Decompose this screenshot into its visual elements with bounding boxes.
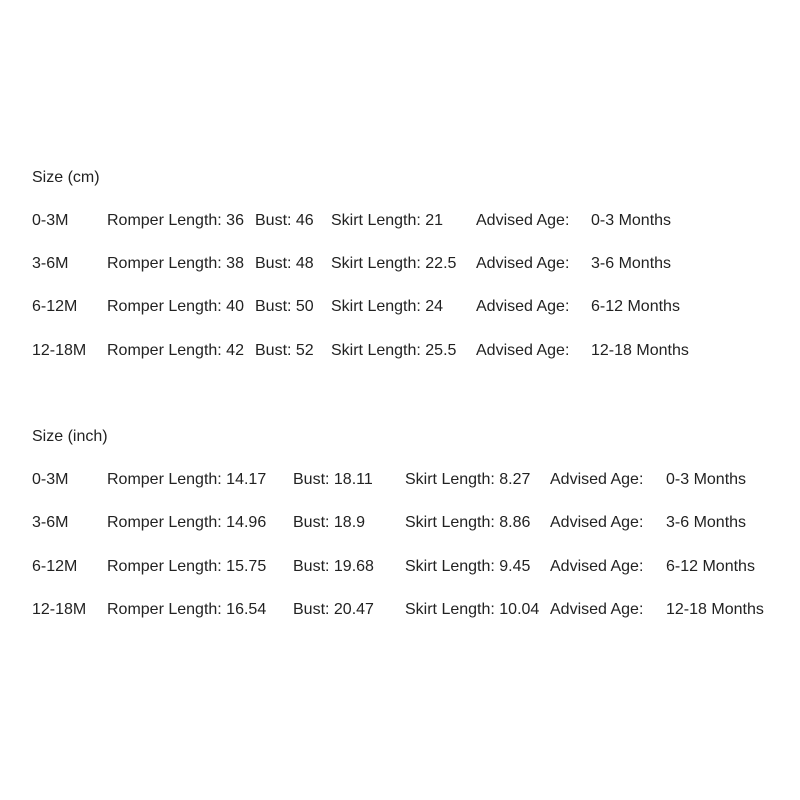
advised-age-label: Advised Age: xyxy=(476,342,570,359)
bust-cell: Bust: 18.11 xyxy=(293,471,373,488)
romper-length-cell: Romper Length: 36 xyxy=(107,212,244,229)
advised-age-label: Advised Age: xyxy=(476,212,570,229)
advised-age-value: 6-12 Months xyxy=(666,558,755,575)
skirt-length-cell: Skirt Length: 9.45 xyxy=(405,558,531,575)
cm-section-heading: Size (cm) xyxy=(32,169,100,186)
table-row xyxy=(0,211,800,231)
advised-age-label: Advised Age: xyxy=(476,298,570,315)
table-row xyxy=(0,341,800,361)
bust-cell: Bust: 46 xyxy=(255,212,314,229)
table-row xyxy=(0,557,800,577)
advised-age-value: 3-6 Months xyxy=(666,514,747,531)
romper-length-cell: Romper Length: 40 xyxy=(107,298,244,315)
romper-length-cell: Romper Length: 16.54 xyxy=(107,601,267,618)
bust-cell: Bust: 48 xyxy=(255,255,314,272)
table-row xyxy=(0,513,800,533)
skirt-length-cell: Skirt Length: 24 xyxy=(331,298,444,315)
size-cell: 0-3M xyxy=(32,212,69,229)
bust-cell: Bust: 19.68 xyxy=(293,558,374,575)
table-row xyxy=(0,600,800,620)
bust-cell: Bust: 20.47 xyxy=(293,601,374,618)
romper-length-cell: Romper Length: 14.96 xyxy=(107,514,267,531)
advised-age-label: Advised Age: xyxy=(476,255,570,272)
bust-cell: Bust: 50 xyxy=(255,298,314,315)
romper-length-cell: Romper Length: 14.17 xyxy=(107,471,267,488)
skirt-length-cell: Skirt Length: 8.86 xyxy=(405,514,531,531)
skirt-length-cell: Skirt Length: 22.5 xyxy=(331,255,457,272)
romper-length-cell: Romper Length: 42 xyxy=(107,342,244,359)
advised-age-value: 0-3 Months xyxy=(666,471,747,488)
table-row xyxy=(0,297,800,317)
size-cell: 12-18M xyxy=(32,601,87,618)
table-row xyxy=(0,254,800,274)
size-cell: 3-6M xyxy=(32,255,69,272)
romper-length-cell: Romper Length: 15.75 xyxy=(107,558,267,575)
size-cell: 3-6M xyxy=(32,514,69,531)
size-cell: 0-3M xyxy=(32,471,69,488)
advised-age-label: Advised Age: xyxy=(550,471,644,488)
advised-age-value: 6-12 Months xyxy=(591,298,680,315)
skirt-length-cell: Skirt Length: 8.27 xyxy=(405,471,531,488)
inch-section-heading: Size (inch) xyxy=(32,428,108,445)
size-cell: 6-12M xyxy=(32,558,78,575)
size-cell: 12-18M xyxy=(32,342,87,359)
skirt-length-cell: Skirt Length: 10.04 xyxy=(405,601,540,618)
advised-age-value: 12-18 Months xyxy=(591,342,689,359)
bust-cell: Bust: 52 xyxy=(255,342,314,359)
bust-cell: Bust: 18.9 xyxy=(293,514,366,531)
advised-age-value: 3-6 Months xyxy=(591,255,672,272)
advised-age-value: 0-3 Months xyxy=(591,212,672,229)
advised-age-label: Advised Age: xyxy=(550,514,644,531)
romper-length-cell: Romper Length: 38 xyxy=(107,255,244,272)
table-row xyxy=(0,470,800,490)
advised-age-label: Advised Age: xyxy=(550,558,644,575)
skirt-length-cell: Skirt Length: 21 xyxy=(331,212,444,229)
skirt-length-cell: Skirt Length: 25.5 xyxy=(331,342,457,359)
advised-age-value: 12-18 Months xyxy=(666,601,764,618)
advised-age-label: Advised Age: xyxy=(550,601,644,618)
size-cell: 6-12M xyxy=(32,298,78,315)
